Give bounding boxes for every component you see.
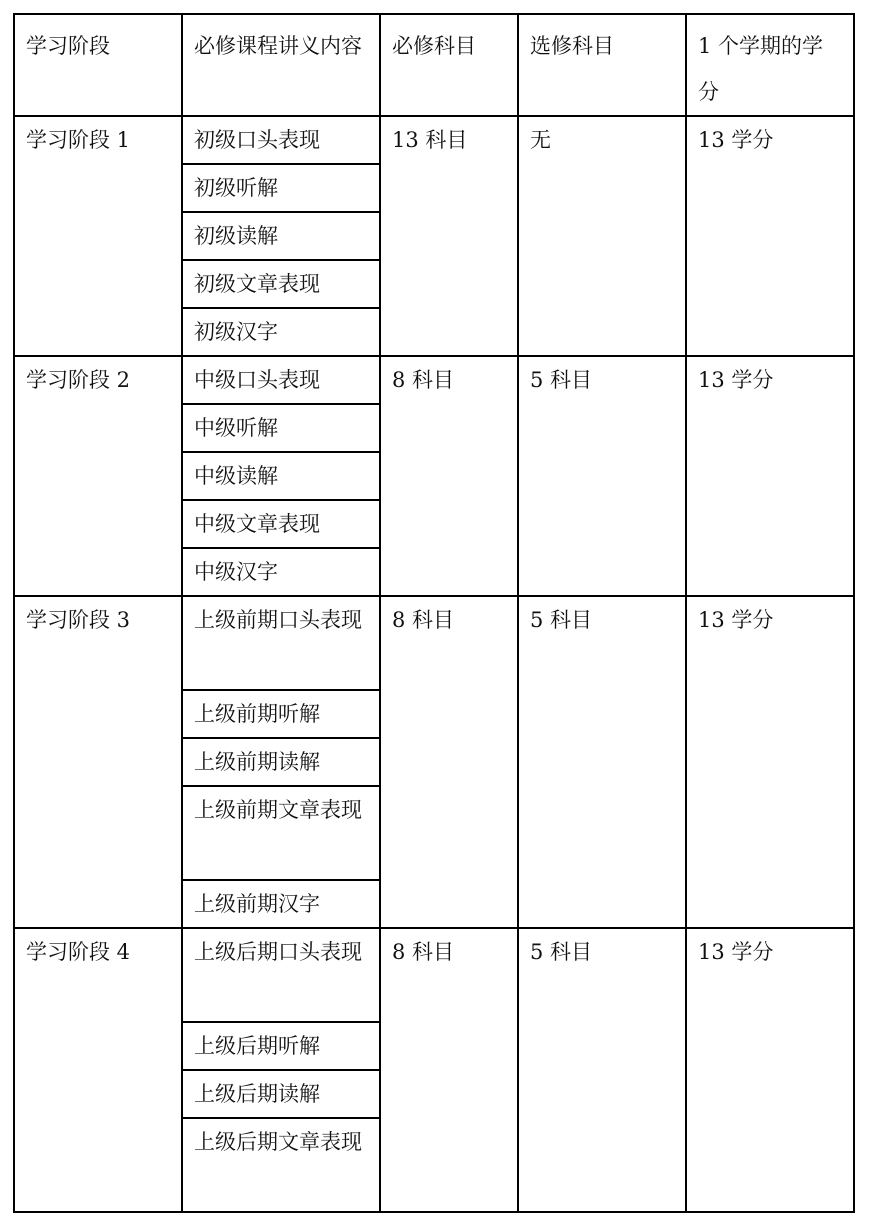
table-header-row — [14, 14, 854, 116]
elective-count-cell: 5 科目 — [518, 596, 686, 928]
table-row — [14, 356, 854, 404]
course-cell: 上级前期口头表现 — [182, 596, 380, 690]
stage-name-cell: 学习阶段 3 — [14, 596, 182, 928]
course-cell: 中级汉字 — [182, 548, 380, 596]
credits-cell: 13 学分 — [686, 928, 854, 1212]
stage-name-cell: 学习阶段 2 — [14, 356, 182, 596]
course-cell: 上级前期汉字 — [182, 880, 380, 928]
course-cell: 上级后期听解 — [182, 1022, 380, 1070]
course-cell: 上级前期听解 — [182, 690, 380, 738]
course-cell: 上级前期读解 — [182, 738, 380, 786]
course-cell: 上级后期读解 — [182, 1070, 380, 1118]
required-count-cell: 8 科目 — [380, 356, 518, 596]
course-cell: 初级汉字 — [182, 308, 380, 356]
course-cell: 中级读解 — [182, 452, 380, 500]
course-cell: 初级听解 — [182, 164, 380, 212]
course-cell: 初级读解 — [182, 212, 380, 260]
credits-cell: 13 学分 — [686, 596, 854, 928]
table-row — [14, 596, 854, 690]
required-count-cell: 13 科目 — [380, 116, 518, 356]
course-table — [13, 13, 855, 1213]
header-required: 必修科目 — [380, 14, 518, 116]
table-row — [14, 928, 854, 1022]
course-cell: 初级文章表现 — [182, 260, 380, 308]
course-cell: 上级前期文章表现 — [182, 786, 380, 880]
stage-name-cell: 学习阶段 1 — [14, 116, 182, 356]
header-course-content: 必修课程讲义内容 — [182, 14, 380, 116]
required-count-cell: 8 科目 — [380, 596, 518, 928]
course-cell: 中级文章表现 — [182, 500, 380, 548]
course-cell: 初级口头表现 — [182, 116, 380, 164]
elective-count-cell: 无 — [518, 116, 686, 356]
course-cell: 上级后期口头表现 — [182, 928, 380, 1022]
elective-count-cell: 5 科目 — [518, 356, 686, 596]
stage-name-cell: 学习阶段 4 — [14, 928, 182, 1212]
header-credits: 1 个学期的学分 — [686, 14, 854, 116]
credits-cell: 13 学分 — [686, 116, 854, 356]
credits-cell: 13 学分 — [686, 356, 854, 596]
elective-count-cell: 5 科目 — [518, 928, 686, 1212]
required-count-cell: 8 科目 — [380, 928, 518, 1212]
header-stage: 学习阶段 — [14, 14, 182, 116]
course-cell: 中级口头表现 — [182, 356, 380, 404]
course-cell: 上级后期文章表现 — [182, 1118, 380, 1212]
header-elective: 选修科目 — [518, 14, 686, 116]
table-row — [14, 116, 854, 164]
course-cell: 中级听解 — [182, 404, 380, 452]
